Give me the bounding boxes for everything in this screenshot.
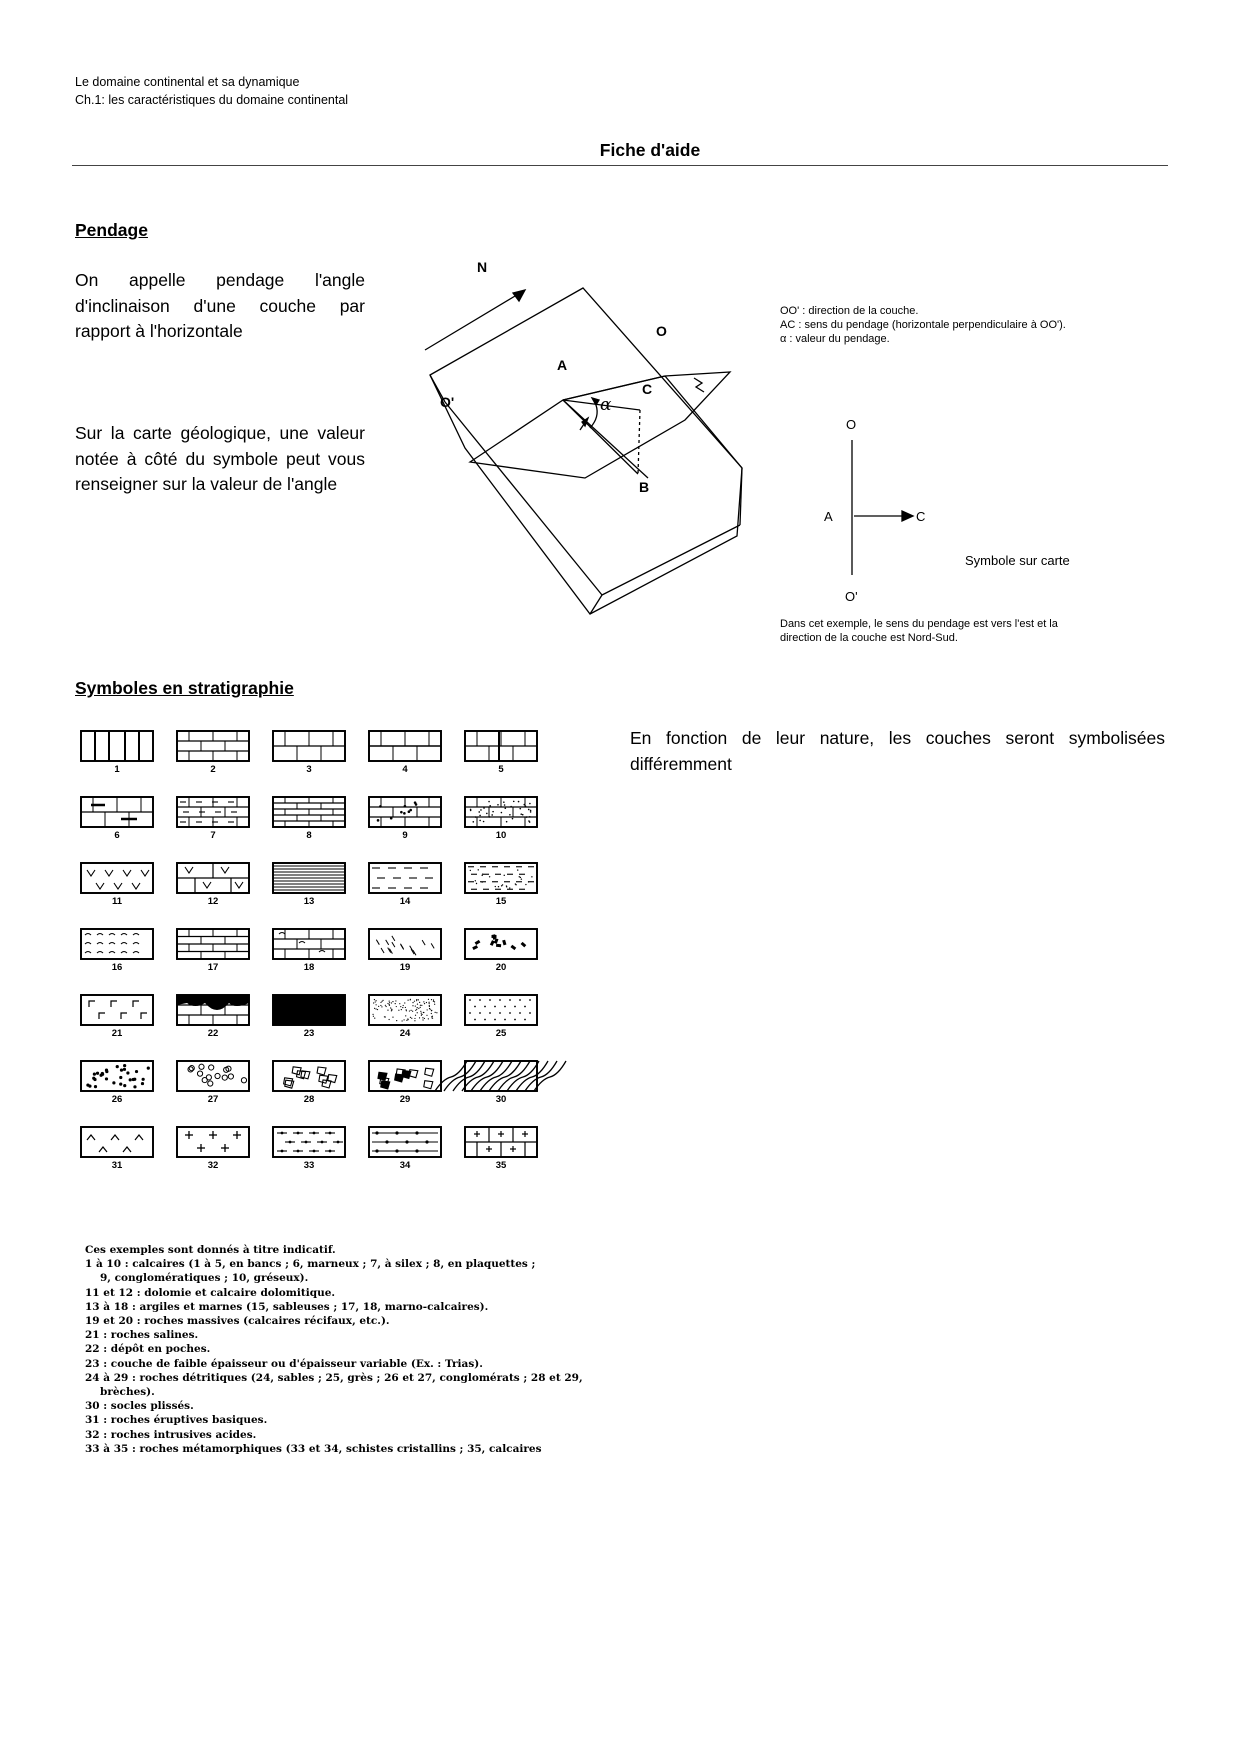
legend-line: 22 : dépôt en poches. <box>85 1343 211 1356</box>
strat-symbol-number: 1 <box>114 764 120 775</box>
strat-symbol-12 <box>177 863 249 893</box>
legend-line: 33 à 35 : roches métamorphiques (33 et 34, schistes cristallins ; 35, calcaires <box>85 1442 542 1455</box>
legend-line: 21 : roches salines. <box>85 1329 199 1342</box>
strat-symbol-number: 29 <box>399 1094 411 1105</box>
strat-symbol-16 <box>81 929 153 959</box>
title-divider <box>72 165 1168 166</box>
legend-line: 19 et 20 : roches massives (calcaires récifaux, etc.). <box>85 1315 390 1328</box>
pendage-heading: Pendage <box>75 220 148 240</box>
map-symbol <box>852 440 913 575</box>
strat-symbol-number: 26 <box>111 1094 123 1105</box>
north-arrow <box>425 290 525 350</box>
strat-symbol-27 <box>177 1061 249 1091</box>
legend-line: 31 : roches éruptives basiques. <box>85 1414 268 1427</box>
alpha-label: α <box>600 395 612 415</box>
legend-line: 32 : roches intrusives acides. <box>85 1428 257 1441</box>
point-O-label: O <box>656 323 667 339</box>
strat-symbol-8 <box>273 797 345 827</box>
strat-symbol-number: 27 <box>207 1094 219 1105</box>
strat-symbol-number: 23 <box>303 1028 315 1039</box>
strat-symbol-14 <box>369 863 441 893</box>
strat-symbol-number: 33 <box>303 1160 315 1171</box>
strat-symbol-number: 7 <box>210 830 216 841</box>
symbol-C-label: C <box>916 509 926 524</box>
strat-symbol-number: 19 <box>399 962 411 973</box>
symbol-caption: Symbole sur carte <box>965 553 1070 568</box>
strat-symbol-number: 15 <box>495 896 507 907</box>
strat-symbol-grid <box>80 730 605 1200</box>
pendage-definition: On appelle pendage l'angle d'inclinaison d'une couche par rapport à l'horizontale <box>75 270 365 341</box>
strat-symbol-number: 14 <box>399 896 411 907</box>
strat-symbol-number: 3 <box>306 764 312 775</box>
pendage-map-note: Sur la carte géologique, une valeur notée à côté du symbole peut vous renseigner sur la valeur de l'angle <box>75 423 365 494</box>
strat-intro: En fonction de leur nature, les couches seront symbolisées différemment <box>630 728 1165 774</box>
legend-AC: AC : sens du pendage (horizontale perpendiculaire à OO'). <box>780 319 1066 331</box>
strat-symbol-number: 5 <box>498 764 504 775</box>
strat-symbol-number: 10 <box>495 830 507 841</box>
strat-symbol-11 <box>81 863 153 893</box>
strat-symbol-number: 24 <box>399 1028 411 1039</box>
strat-symbol-23 <box>273 995 345 1025</box>
page-title: Fiche d'aide <box>599 140 701 160</box>
strat-symbol-28 <box>273 1061 345 1091</box>
strat-symbol-3 <box>273 731 345 761</box>
strat-symbol-18 <box>273 929 345 959</box>
strat-symbol-26 <box>81 1061 153 1091</box>
strat-symbol-number: 9 <box>402 830 408 841</box>
strat-symbol-15 <box>465 863 537 893</box>
strat-symbol-32 <box>177 1127 249 1157</box>
strat-symbol-number: 6 <box>114 830 120 841</box>
strat-heading: Symboles en stratigraphie <box>75 678 294 698</box>
legend-line: 11 et 12 : dolomie et calcaire dolomitique. <box>85 1286 336 1299</box>
strat-symbol-number: 30 <box>495 1094 507 1105</box>
legend-line: 9, conglomératiques ; 10, gréseux). <box>100 1272 309 1285</box>
legend-alpha: α : valeur du pendage. <box>780 333 890 345</box>
strat-symbol-22 <box>177 995 249 1025</box>
point-B-label: B <box>639 479 650 495</box>
example-note-2: direction de la couche est Nord-Sud. <box>780 632 958 644</box>
north-label: N <box>477 260 488 275</box>
example-note-1: Dans cet exemple, le sens du pendage est vers l'est et la <box>780 618 1058 630</box>
strat-symbol-9 <box>369 797 441 827</box>
symbol-O-prime-label: O' <box>845 589 858 604</box>
strat-symbol-number: 8 <box>306 830 312 841</box>
strat-symbol-17 <box>177 929 249 959</box>
strat-symbol-25 <box>465 995 537 1025</box>
horizontal-plane <box>470 372 730 478</box>
legend-line: 13 à 18 : argiles et marnes (15, sableuses ; 17, 18, marno-calcaires). <box>85 1300 489 1313</box>
strat-symbol-31 <box>81 1127 153 1157</box>
header-line-1: Le domaine continental et sa dynamique <box>75 75 300 89</box>
north-arrow-head <box>513 290 525 301</box>
strat-symbol-number: 18 <box>303 962 315 973</box>
strat-symbol-33 <box>273 1127 345 1157</box>
strat-symbol-number: 21 <box>111 1028 123 1039</box>
strat-symbol-number: 2 <box>210 764 216 775</box>
strat-symbol-number: 34 <box>399 1160 411 1171</box>
layer-block <box>430 288 742 614</box>
legend-line: brèches). <box>100 1386 155 1399</box>
symbol-A-label: A <box>824 509 833 524</box>
strat-symbol-5 <box>465 731 537 761</box>
strat-symbol-29 <box>369 1061 441 1091</box>
point-C-label: C <box>642 381 653 397</box>
strat-symbol-number: 20 <box>495 962 507 973</box>
strat-legend <box>85 1243 595 1456</box>
strat-symbol-6 <box>81 797 153 827</box>
alpha-arc <box>590 405 597 428</box>
strat-symbol-7 <box>177 797 249 827</box>
strat-symbol-number: 35 <box>495 1160 507 1171</box>
strat-symbol-number: 17 <box>207 962 219 973</box>
header-line-2: Ch.1: les caractéristiques du domaine continental <box>75 93 349 107</box>
symbol-O-label: O <box>846 417 857 432</box>
legend-line: Ces exemples sont donnés à titre indicatif. <box>85 1244 336 1256</box>
legend-line: 24 à 29 : roches détritiques (24, sables ; 25, grès ; 26 et 27, conglomérats ; 28 et 29, <box>85 1371 583 1384</box>
legend-line: 23 : couche de faible épaisseur ou d'épaisseur variable (Ex. : Trias). <box>85 1357 483 1370</box>
strat-symbol-4 <box>369 731 441 761</box>
strat-symbol-19 <box>369 929 441 959</box>
strat-symbol-13 <box>273 863 345 893</box>
pendage-diagram <box>420 260 1140 660</box>
legend-OO: OO' : direction de la couche. <box>780 305 919 317</box>
strat-symbol-number: 11 <box>111 896 123 907</box>
strat-symbol-34 <box>369 1127 441 1157</box>
strat-symbol-2 <box>177 731 249 761</box>
strat-symbol-number: 31 <box>111 1160 123 1171</box>
strat-symbol-24 <box>369 995 441 1025</box>
point-O-prime-label: O' <box>440 394 455 410</box>
strat-symbol-30 <box>435 1061 566 1091</box>
line-C-B <box>638 410 640 474</box>
strat-symbol-21 <box>81 995 153 1025</box>
strat-symbol-10 <box>465 797 537 827</box>
strat-symbol-number: 13 <box>303 896 315 907</box>
point-A-label: A <box>557 357 568 373</box>
strat-symbol-1 <box>81 731 153 761</box>
strat-symbol-number: 4 <box>402 764 408 775</box>
strat-symbol-number: 16 <box>111 962 123 973</box>
strat-symbol-20 <box>465 929 537 959</box>
strat-symbol-number: 28 <box>303 1094 315 1105</box>
strat-symbol-35 <box>465 1127 537 1157</box>
legend-line: 1 à 10 : calcaires (1 à 5, en bancs ; 6, marneux ; 7, à silex ; 8, en plaquettes ; <box>85 1258 536 1271</box>
legend-line: 30 : socles plissés. <box>85 1400 194 1413</box>
strat-symbol-number: 22 <box>207 1028 219 1039</box>
strat-symbol-number: 32 <box>207 1160 219 1171</box>
strat-symbol-number: 25 <box>495 1028 507 1039</box>
strat-symbol-number: 12 <box>207 896 219 907</box>
strike-mark <box>694 378 704 392</box>
